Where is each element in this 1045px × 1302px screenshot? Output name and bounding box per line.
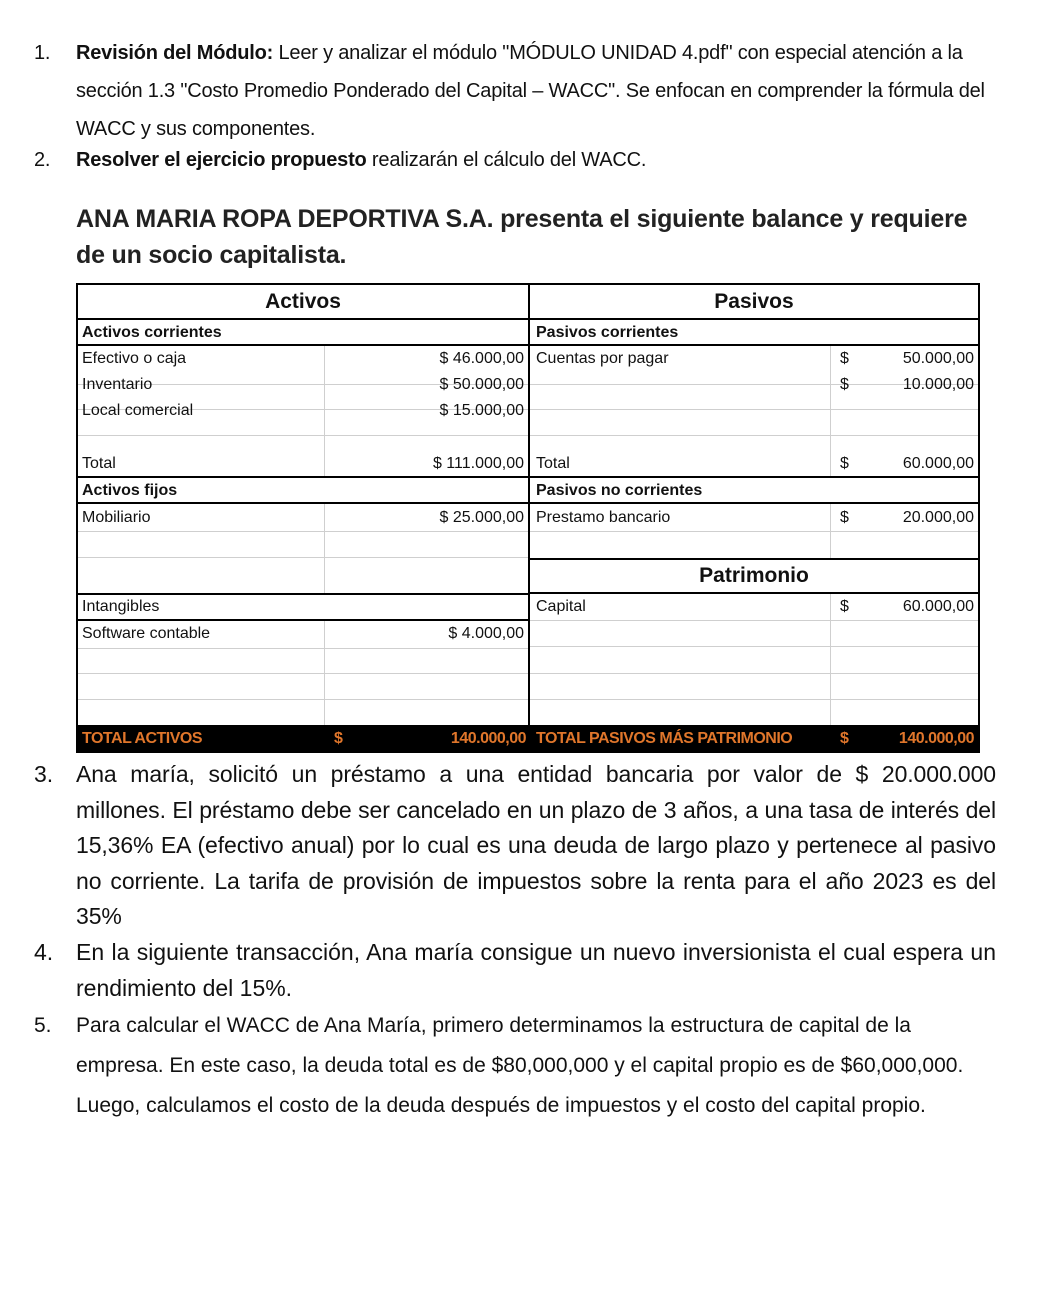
activo-amount: $ 4.000,00 [448,625,524,642]
activo-name: Inventario [82,376,153,393]
list-text: Para calcular el WACC de Ana María, primero determinamos la estructura de capital de la empresa. En este caso, la deuda total es de $80,000,000 y el capital propio es de $60,000,000. Luego, calculamos el costo de la deuda después de impuestos y el costo del capital propio. [76,1014,964,1117]
pasivo-amount: 20.000,00 [902,509,974,526]
company-heading: ANA MARIA ROPA DEPORTIVA S.A. presenta el siguiente balance y requiere de un socio capitalista. [76,205,968,269]
list-number: 2. [34,149,51,171]
pasivos-no-corrientes-label: Pasivos no corrientes [536,482,703,499]
currency-symbol: $ [840,376,849,393]
activo-name: Local comercial [82,402,194,419]
total-activos-currency: $ [334,730,343,747]
activos-fijos-label: Activos fijos [82,482,178,499]
currency-symbol: $ [840,509,849,526]
pasivo-name: Prestamo bancario [536,509,671,526]
totals-bar [76,725,980,753]
item-body: Leer y analizar el módulo "MÓDULO UNIDAD 4.pdf" con especial atención a la sección 1.3 "Costo Promedio Ponderado del Capital – WACC". Se enfocan en comprender la fórmula del WACC y sus componentes. [76,42,985,140]
pasivos-total-amount: 60.000,00 [902,455,974,472]
pasivo-amount: 50.000,00 [902,350,974,367]
activo-amount: $ 50.000,00 [439,376,524,393]
list-text [76,34,996,148]
total-activos-label: TOTAL ACTIVOS [82,730,203,747]
list-text [76,141,996,179]
activo-amount: $ 46.000,00 [439,350,524,367]
total-activos-amount: 140.000,00 [450,730,526,747]
pasivo-name: Cuentas por pagar [536,350,669,367]
activo-name: Software contable [82,625,211,642]
list-number: 5. [34,1014,52,1037]
total-pasivos-amount: 140.000,00 [898,730,974,747]
total-pasivos-label: TOTAL PASIVOS MÁS PATRIMONIO [536,730,793,747]
pasivos-corrientes-label: Pasivos corrientes [536,324,679,341]
activos-total-amount: $ 111.000,00 [432,455,524,472]
list-text: En la siguiente transacción, Ana maría consigue un nuevo inversionista el cual espera un rendimiento del 15%. [76,939,996,1001]
activos-total-label: Total [82,455,116,472]
currency-symbol: $ [840,350,849,367]
activo-name: Mobiliario [82,509,151,526]
currency-symbol: $ [840,455,849,472]
list-text: Ana maría, solicitó un préstamo a una entidad bancaria por valor de $ 20.000.000 millones. El préstamo debe ser cancelado en un plazo de 3 años, a una tasa de interés del 15,36% EA (efectivo anual) por lo cual es una deuda de largo plazo y pertenece al pasivo no corriente. La tarifa de provisión de impuestos sobre la renta para el año 2023 es del 35% [76,761,996,929]
item-title: Revisión del Módulo: [76,42,274,64]
currency-symbol: $ [840,598,849,615]
list-number: 1. [34,42,51,64]
total-pasivos-currency: $ [840,730,849,747]
item-body: realizarán el cálculo del WACC. [366,149,647,171]
patrimonio-header: Patrimonio [699,564,809,587]
list-number: 4. [34,939,54,965]
pasivos-header: Pasivos [714,290,794,313]
patrimonio-amount: 60.000,00 [902,598,974,615]
activos-corrientes-label: Activos corrientes [82,324,222,341]
activo-name: Efectivo o caja [82,350,187,367]
activo-amount: $ 15.000,00 [439,402,524,419]
pasivo-amount: 10.000,00 [902,376,974,393]
activo-amount: $ 25.000,00 [439,509,524,526]
item-title: Resolver el ejercicio propuesto [76,149,367,171]
activos-header: Activos [265,290,341,313]
patrimonio-name: Capital [536,598,586,615]
intangibles-label: Intangibles [82,598,160,615]
pasivos-total-label: Total [536,455,570,472]
balance-sheet [76,283,980,753]
list-number: 3. [34,761,54,787]
